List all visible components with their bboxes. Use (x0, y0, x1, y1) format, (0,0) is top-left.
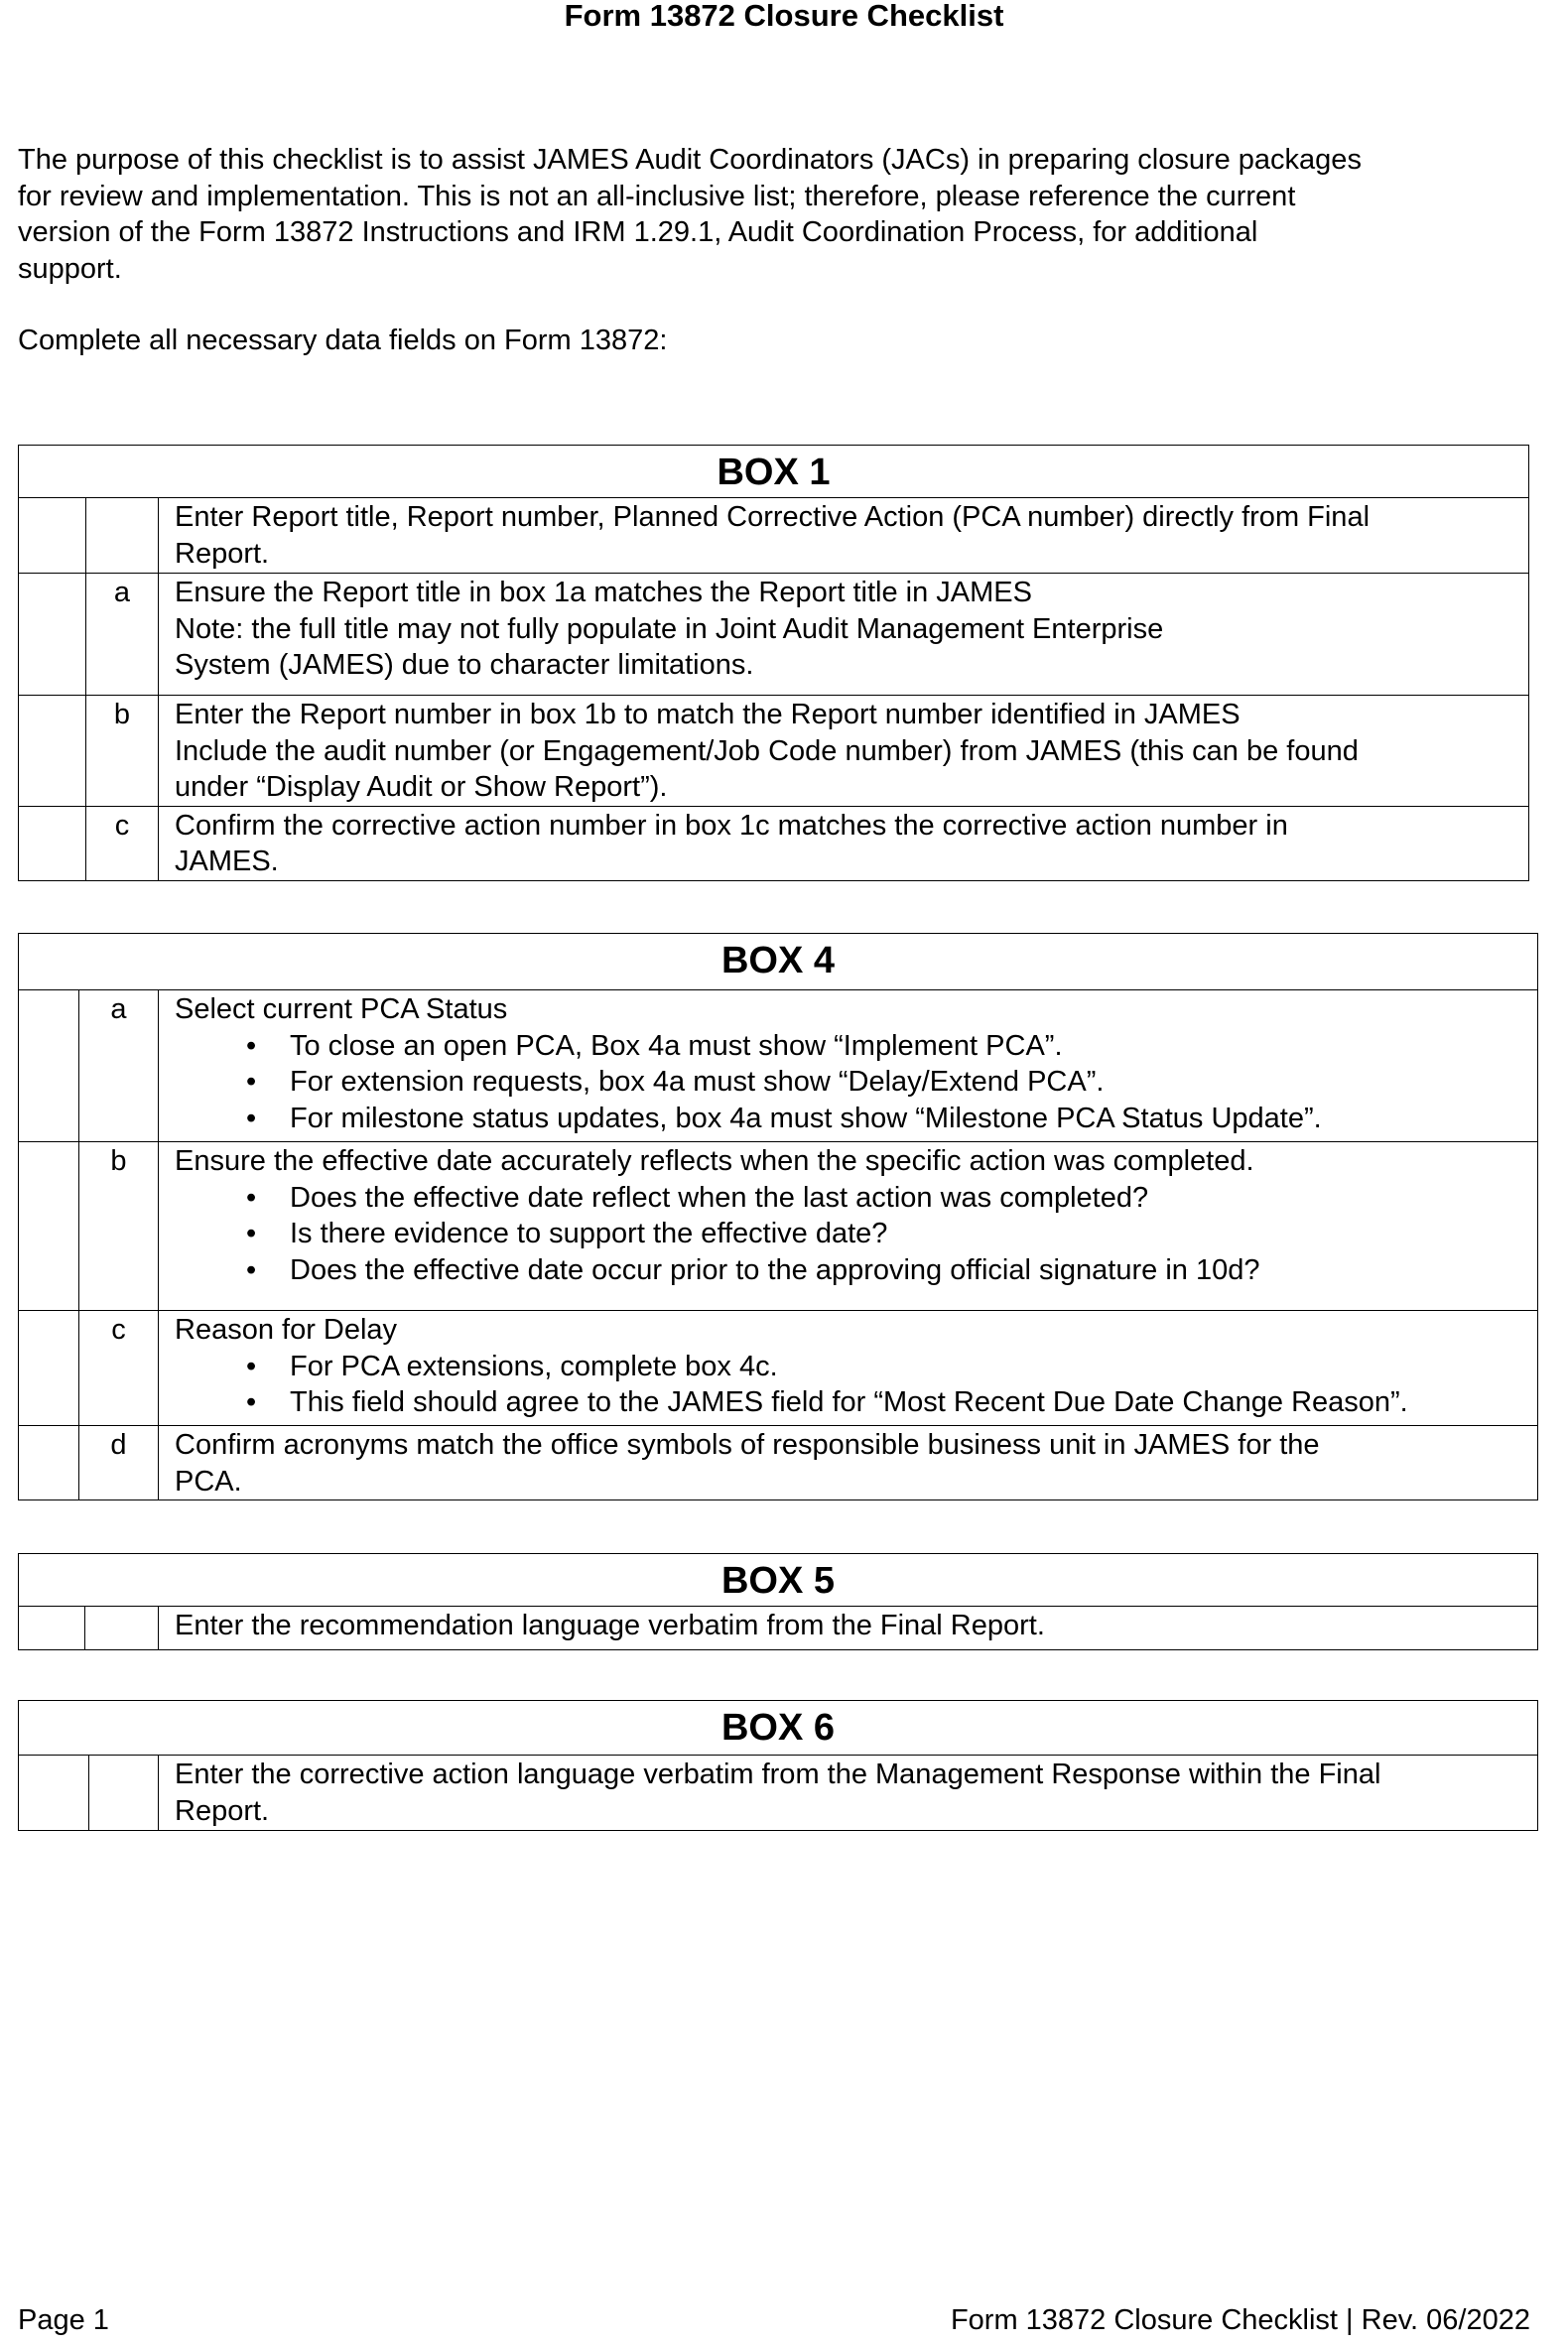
footer-form-revision: Form 13872 Closure Checklist | Rev. 06/2022 (950, 2304, 1530, 2336)
table-row (19, 696, 1529, 807)
bullet-list (175, 1028, 1531, 1137)
box6-table (18, 1700, 1538, 1831)
row-text: Ensure the effective date accurately reflects when the specific action was completed. • Does the effective date reflect when the last action was completed? • Is there evidence to support the effective date? • Does the effective date occur prior to the approving official signature in 10d? (159, 1142, 1538, 1311)
list-item: • This field should agree to the JAMES field for “Most Recent Due Date Change Reason”. (175, 1384, 1531, 1421)
box5-table (18, 1553, 1538, 1650)
table-row (19, 574, 1529, 696)
row-letter: a (79, 990, 159, 1142)
list-item: • Does the effective date reflect when the last action was completed? (175, 1180, 1531, 1217)
bullet-list (175, 1180, 1531, 1289)
row-text: Enter the recommendation language verbatim from the Final Report. (159, 1607, 1538, 1650)
row-text: Enter the Report number in box 1b to match the Report number identified in JAMES Include the audit number (or Engagement/Job Code number) from JAMES (this can be found under “Display Audit or Show Report”). (159, 696, 1529, 807)
list-item: • For PCA extensions, complete box 4c. (175, 1349, 1531, 1385)
intro-line: support. (18, 252, 122, 285)
table-row (19, 1756, 1538, 1831)
table-row (19, 1311, 1538, 1426)
list-item: • Is there evidence to support the effective date? (175, 1216, 1531, 1252)
page-title: Form 13872 Closure Checklist (564, 0, 1004, 33)
table-row (19, 806, 1529, 880)
box4-heading: BOX 4 (19, 934, 1538, 990)
row-text: Confirm the corrective action number in box 1c matches the corrective action number in JAMES. (159, 806, 1529, 880)
footer-page-number: Page 1 (18, 2304, 109, 2336)
row-letter: c (79, 1311, 159, 1426)
table-row (19, 1607, 1538, 1650)
box1-heading: BOX 1 (19, 446, 1529, 498)
bullet-list (175, 1349, 1531, 1421)
row-letter: d (79, 1426, 159, 1500)
table-row (19, 1426, 1538, 1500)
intro-paragraph (18, 142, 1506, 287)
intro-line: version of the Form 13872 Instructions and IRM 1.29.1, Audit Coordination Process, for additional (18, 216, 1258, 248)
row-letter: c (86, 806, 159, 880)
row-letter: b (86, 696, 159, 807)
list-item: • Does the effective date occur prior to the approving official signature in 10d? (175, 1252, 1531, 1289)
row-text: Enter Report title, Report number, Planned Corrective Action (PCA number) directly from Final Report. (159, 498, 1529, 574)
table-row (19, 498, 1529, 574)
row-text: Enter the corrective action language verbatim from the Management Response within the Final Report. (159, 1756, 1538, 1831)
row-text: Select current PCA Status • To close an open PCA, Box 4a must show “Implement PCA”. • For extension requests, box 4a must show “Delay/Extend PCA”. • For milestone status updates, box 4a must show “Milestone PCA Status Update”. (159, 990, 1538, 1142)
box6-heading: BOX 6 (19, 1701, 1538, 1756)
row-text: Reason for Delay • For PCA extensions, complete box 4c. • This field should agree to the JAMES field for “Most Recent Due Date Change Reason”. (159, 1311, 1538, 1426)
box4-table (18, 933, 1538, 1500)
table-row (19, 990, 1538, 1142)
row-letter (89, 1756, 159, 1831)
list-item: • For extension requests, box 4a must show “Delay/Extend PCA”. (175, 1064, 1531, 1101)
complete-instruction: Complete all necessary data fields on Form 13872: (18, 325, 668, 356)
box1-table (18, 445, 1529, 881)
list-item: • To close an open PCA, Box 4a must show “Implement PCA”. (175, 1028, 1531, 1065)
table-row (19, 1142, 1538, 1311)
intro-line: The purpose of this checklist is to assist JAMES Audit Coordinators (JACs) in preparing closure packages (18, 144, 1362, 176)
row-letter: b (79, 1142, 159, 1311)
box5-heading: BOX 5 (19, 1554, 1538, 1607)
row-letter (86, 498, 159, 574)
row-letter: a (86, 574, 159, 696)
row-letter (85, 1607, 159, 1650)
row-text: Confirm acronyms match the office symbols of responsible business unit in JAMES for the PCA. (159, 1426, 1538, 1500)
list-item: • For milestone status updates, box 4a must show “Milestone PCA Status Update”. (175, 1101, 1531, 1137)
row-text: Ensure the Report title in box 1a matches the Report title in JAMES Note: the full title may not fully populate in Joint Audit Management Enterprise System (JAMES) due to character limitations. (159, 574, 1529, 696)
intro-line: for review and implementation. This is not an all-inclusive list; therefore, please reference the current (18, 180, 1296, 212)
